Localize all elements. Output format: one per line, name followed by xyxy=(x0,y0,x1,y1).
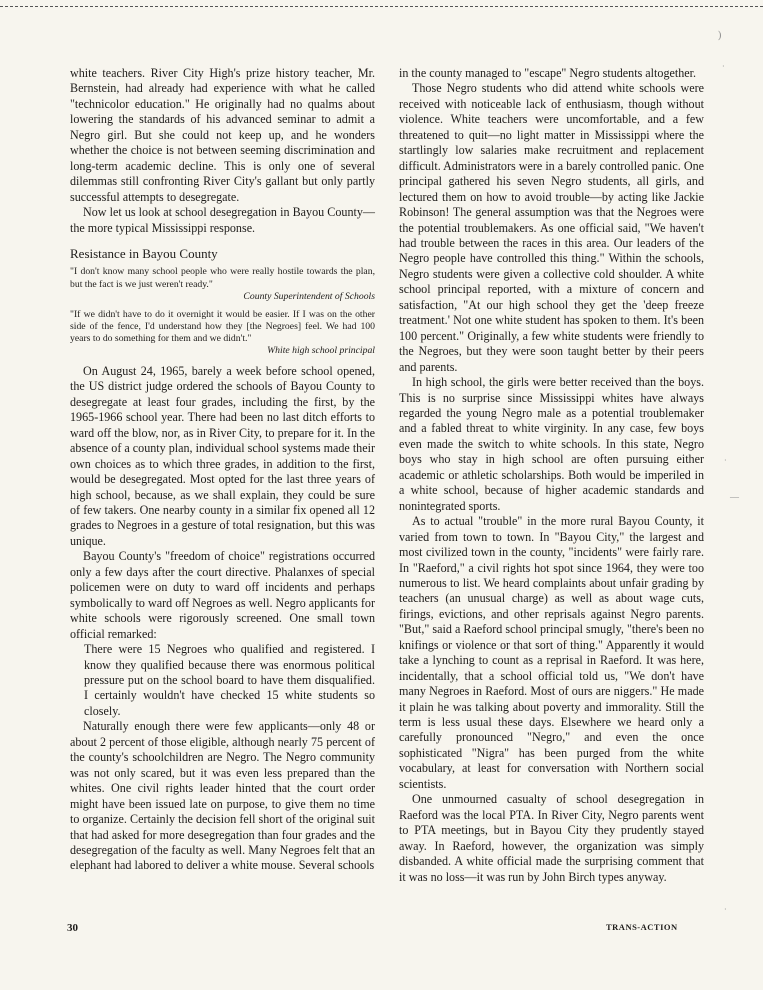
paragraph: On August 24, 1965, barely a week before school opened, the US district judge ordered the schools of Bayou County to desegregate at least four grades, including the first, by the 1965-1966 school year. There had been no last ditch efforts to ward off the blow, nor, as in River City, to prepare for it. In the absence of a county plan, individual school systems made their own choices as to which three grades, in addition to the first, would be desegregated. Most opted for the last three years of high school, because, as we shall explain, they could be sure of few takers. One nearby county in a similar fix opened all 12 grades to Negroes in a gesture of total resignation, but this was unique. xyxy=(70,363,375,548)
paragraph: In high school, the girls were better received than the boys. This is no surprise since Mississippi whites have always regarded the young Negro male as a potential troublemaker and a fabled threat to white virginity. In any case, few boys even made the switch to white schools. In this state, Negro boys who stay in high school are often pursuing either academic or athletic scholarships. Both would be imperiled in a white school, because of higher academic standards and nonintegrated sports. xyxy=(399,375,704,513)
scan-speck: · xyxy=(724,905,727,914)
paragraph: Now let us look at school desegregation in Bayou County—the more typical Mississippi response. xyxy=(70,205,375,235)
paragraph: white teachers. River City High's prize history teacher, Mr. Bernstein, had already had experience with what he called "technicolor education." He originally had no qualms about lowering the standards of his advanced seminar to admit a Negro girl. But she could not keep up, and he wonders whether the choice is not between seeming discrimination and long-term academic decline. This is only one of several dilemmas still confronting River City's gallant but only partly successful attempts to desegregate. xyxy=(70,66,375,204)
right-column xyxy=(399,66,704,885)
block-quote: There were 15 Negroes who qualified and registered. I know they qualified because there was enormous political pressure put on the school board to have them disqualified. I certainly wouldn't have checked 15 white students so closely. xyxy=(84,642,375,718)
paragraph: One unmourned casualty of school desegregation in Raeford was the local PTA. In River City, Negro parents went to PTA meetings, but in Bayou City they prudently stayed away. In Raeford, however, the organization was simply disbanded. A white official made the surprising comment that it was no loss—it was run by John Birch types anyway. xyxy=(399,792,704,884)
paragraph: Those Negro students who did attend white schools were received with noticeable lack of enthusiasm, though without violence. White teachers were uncomfortable, and a few threatened to quit—no light matter in Mississippi where the startlingly low salaries make recruitment and replacement difficult. Administrators were in a barely controlled panic. One principal gathered his seven Negro students, all girls, and lectured them on how to avoid trouble—by acting like Jackie Robinson! The general assumption was that the Negroes were the potential troublemakers. As one official said, "We haven't had trouble between the races in this area. Our leaders of the Negro people have controlled this thing." Within the schools, Negro students were given a collective cold shoulder. A white school principal reported, with a mixture of concern and satisfaction, "At our high school they get the 'deep freeze treatment.' Not one white student has spoken to them. It's been 100 percent." Originally, a few white students were friendly to the Negroes, but they were soon taught better by their peers and parents. xyxy=(399,81,704,374)
page-number: 30 xyxy=(67,922,78,934)
left-column xyxy=(70,66,375,874)
scan-speck: ) xyxy=(718,30,722,41)
paragraph: Naturally enough there were few applicants—only 48 or about 2 percent of those eligible, although nearly 75 percent of the county's schoolchildren are Negro. The Negro community was not only scared, but it was even less prepared than the whites. One civil rights leader hinted that the court order might have been issued late on purpose, to give them no time to organize. Certainly the decision fell short of the original suit that had asked for more desegregation than four grades and the desegregation of the faculty as well. Many Negroes felt that an elephant had labored to deliver a white mouse. Several schools xyxy=(70,719,375,873)
epigraph-attribution: County Superintendent of Schools xyxy=(243,290,375,302)
top-border-rule xyxy=(0,6,763,7)
paragraph: in the county managed to "escape" Negro students altogether. xyxy=(399,66,697,80)
scan-speck: — xyxy=(730,492,739,502)
scan-speck: · xyxy=(724,456,727,465)
epigraph-quote: "If we didn't have to do it overnight it would be easier. If I was on the other side of the fence, I'd understand how they [the Negroes] feel. We had 100 years to do something for them and we didn't." xyxy=(70,309,375,345)
scan-speck: · xyxy=(722,62,725,71)
epigraph-quote: "I don't know many school people who were really hostile towards the plan, but the fact is we just weren't ready." xyxy=(70,266,375,290)
journal-name: TRANS-ACTION xyxy=(606,922,678,932)
section-heading: Resistance in Bayou County xyxy=(70,245,218,261)
paragraph: As to actual "trouble" in the more rural Bayou County, it varied from town to town. In "Bayou City," the largest and most civilized town in the county, "incidents" were fairly rare. In "Raeford," a civil rights hot spot since 1964, they were too numerous to list. We heard complaints about unfair grading by teachers (an unusual charge) as well as about wage cuts, firings, evictions, and other reprisals against Negro parents. "But," said a Raeford school principal smugly, "there's been no knifings or violence or that sort of thing." Apparently it would take a lynching to count as a reprisal in Raeford. It was here, incidentally, that a school official told us, "We don't have many Negroes in Raeford. Most of ours are niggers." He made it plain he was talking about poverty and immorality. Still the term is less usual these days. Elsewhere we heard only a carefully pronounced "Negro," and even the once sophisticated "Nigra" has been purged from the white vocabulary, at least for conversation with Northern social scientists. xyxy=(399,514,704,791)
epigraph-attribution: White high school principal xyxy=(267,345,375,357)
paragraph: Bayou County's "freedom of choice" registrations occurred only a few days after the court directive. Phalanxes of special policemen were on duty to ward off incidents and perhaps symbolically to ward off Negroes as well. Negro applicants for white schools were rigorously screened. One small town official remarked: xyxy=(70,549,375,641)
